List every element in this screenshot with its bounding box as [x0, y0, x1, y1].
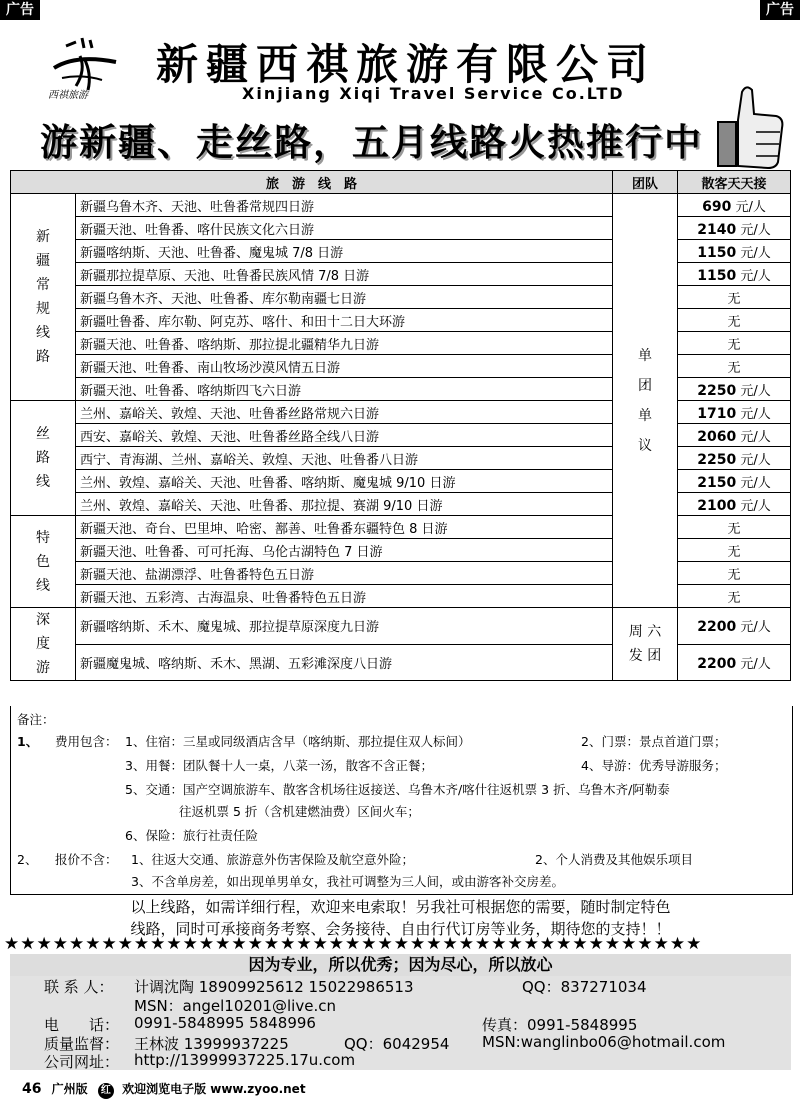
route-name: 西安、嘉峪关、敦煌、天池、吐鲁番丝路全线八日游: [76, 424, 613, 447]
contact-msn: MSN：angel10201@live.cn: [134, 997, 336, 1015]
routes-table: [10, 170, 791, 681]
notes-section: [10, 706, 793, 895]
note-number-1: 1、: [17, 734, 39, 749]
exclude-item-2: 2、个人消费及其他娱乐项目: [535, 852, 693, 867]
route-price: 1710 元/人: [678, 401, 791, 424]
star-divider: ★★★★★★★★★★★★★★★★★★★★★★★★★★★★★★★★★★★★★★★★★★★: [4, 934, 703, 954]
route-price: 2200 元/人: [678, 608, 791, 645]
quality-msn: MSN:wanglinbo06@hotmail.com: [482, 1033, 726, 1051]
info-line-2: 线路，同时可承接商务考察、会务接待、自由行代订房等业务，期待您的支持！！: [130, 920, 671, 938]
route-name: 新疆天池、吐鲁番、喀什民族文化六日游: [76, 217, 613, 240]
logo-text: 西祺旅游: [48, 90, 88, 101]
edition-badge: 红: [98, 1083, 114, 1099]
weekend-departure-note: 周 六 发 团: [613, 608, 678, 681]
route-name: 新疆天池、盐湖漂浮、吐鲁番特色五日游: [76, 562, 613, 585]
route-name: 新疆喀纳斯、禾木、魔鬼城、那拉提草原深度九日游: [76, 608, 613, 645]
route-price: 1150 元/人: [678, 240, 791, 263]
contact-box: [10, 976, 791, 1070]
quality-qq: QQ：6042954: [344, 1035, 450, 1053]
route-name: 西宁、青海湖、兰州、嘉峪关、敦煌、天池、吐鲁番八日游: [76, 447, 613, 470]
include-item-2: 2、门票：景点首道门票；: [581, 734, 727, 749]
include-item-5: 5、交通：国产空调旅游车、散客含机场往返接送、乌鲁木齐/喀什往返机票 3 折、乌鲁木齐/阿勒泰: [125, 782, 670, 797]
company-name: 新疆西祺旅游有限公司: [156, 40, 657, 89]
note-number-2: 2、: [17, 852, 38, 867]
exclude-item-1: 1、往返大交通、旅游意外伤害保险及航空意外险；: [131, 852, 414, 867]
route-name: 新疆天池、五彩湾、古海温泉、吐鲁番特色五日游: [76, 585, 613, 608]
category-label: 丝 路 线: [11, 401, 76, 516]
team-header: 团队: [613, 171, 678, 194]
route-price: 2140 元/人: [678, 217, 791, 240]
route-price: 2060 元/人: [678, 424, 791, 447]
thumbs-up-icon: [712, 84, 784, 170]
fee-exclude-label: 报价不含：: [55, 852, 118, 867]
route-price: 无: [678, 539, 791, 562]
route-price: 2100 元/人: [678, 493, 791, 516]
info-line-1: 以上线路，如需详细行程，欢迎来电索取！另我社可根据您的需要，随时制定特色: [130, 898, 671, 916]
route-name: 新疆乌鲁木齐、天池、吐鲁番、库尔勒南疆七日游: [76, 286, 613, 309]
motto: 因为专业，所以优秀；因为尽心，所以放心: [10, 954, 791, 976]
edition-label: 广州版: [51, 1082, 88, 1096]
website-link[interactable]: http://13999937225.17u.com: [134, 1051, 356, 1069]
headline-slogan: 游新疆、走丝路，五月线路火热推行中: [40, 121, 703, 164]
footer-slogan: 欢迎浏览电子版 www.zyoo.net: [122, 1082, 306, 1096]
contact-person: 计调沈陶 18909925612 15022986513: [134, 978, 414, 996]
route-header: 旅 游 线 路: [11, 171, 613, 194]
route-price: 2250 元/人: [678, 447, 791, 470]
route-price: 2250 元/人: [678, 378, 791, 401]
include-item-6: 6、保险：旅行社责任险: [125, 828, 258, 843]
route-name: 兰州、敦煌、嘉峪关、天池、吐鲁番、那拉提、赛湖 9/10 日游: [76, 493, 613, 516]
route-price: 无: [678, 286, 791, 309]
exclude-item-3: 3、不含单房差，如出现单男单女，我社可调整为三人间，或由游客补交房差。: [131, 874, 564, 889]
include-item-1: 1、住宿：三星或同级酒店含早（喀纳斯、那拉提住双人标间）: [125, 734, 471, 749]
ad-tag-right: 广告: [760, 0, 800, 20]
route-name: 新疆魔鬼城、喀纳斯、禾木、黑湖、五彩滩深度八日游: [76, 644, 613, 681]
route-price: 1150 元/人: [678, 263, 791, 286]
route-row: [11, 194, 791, 217]
route-price: 无: [678, 585, 791, 608]
table-header-row: [11, 171, 791, 194]
route-name: 新疆吐鲁番、库尔勒、阿克苏、喀什、和田十二日大环游: [76, 309, 613, 332]
route-price: 无: [678, 355, 791, 378]
route-name: 新疆喀纳斯、天池、吐鲁番、魔鬼城 7/8 日游: [76, 240, 613, 263]
route-name: 兰州、嘉峪关、敦煌、天池、吐鲁番丝路常规六日游: [76, 401, 613, 424]
route-price: 无: [678, 309, 791, 332]
notes-title: 备注：: [17, 712, 55, 727]
category-label: 深 度 游: [11, 608, 76, 681]
company-name-en: Xinjiang Xiqi Travel Service Co.LTD: [242, 84, 625, 103]
contact-person-label: 联 系 人：: [44, 978, 114, 996]
contact-qq: QQ：837271034: [522, 978, 647, 996]
route-name: 新疆天池、吐鲁番、南山牧场沙漠风情五日游: [76, 355, 613, 378]
page-number: 46: [22, 1081, 42, 1097]
fax-number: 传真：0991-5848995: [482, 1016, 638, 1034]
route-price: 2150 元/人: [678, 470, 791, 493]
quality-supervisor: 王林波 13999937225: [134, 1035, 289, 1053]
route-row: [11, 608, 791, 645]
include-item-4: 4、导游：优秀导游服务；: [581, 758, 727, 773]
phone-label: 电 话：: [44, 1016, 120, 1034]
phone-number: 0991-5848995 5848996: [134, 1014, 316, 1032]
include-item-3: 3、用餐：团队餐十人一桌，八菜一汤，散客不含正餐；: [125, 758, 433, 773]
route-name: 新疆天池、吐鲁番、喀纳斯、那拉提北疆精华九日游: [76, 332, 613, 355]
quality-label: 质量监督：: [44, 1035, 120, 1053]
price-header: 散客天天接: [678, 171, 791, 194]
route-name: 新疆乌鲁木齐、天池、吐鲁番常规四日游: [76, 194, 613, 217]
fee-include-label: 费用包含：: [55, 734, 118, 749]
team-note: 单 团 单 议: [613, 194, 678, 608]
route-price: 无: [678, 332, 791, 355]
route-price: 无: [678, 562, 791, 585]
route-name: 新疆那拉提草原、天池、吐鲁番民族风情 7/8 日游: [76, 263, 613, 286]
category-label: 新 疆 常 规 线 路: [11, 194, 76, 401]
route-name: 新疆天池、奇台、巴里坤、哈密、鄯善、吐鲁番东疆特色 8 日游: [76, 516, 613, 539]
route-price: 无: [678, 516, 791, 539]
route-price: 690 元/人: [678, 194, 791, 217]
ad-tag-left: 广告: [0, 0, 40, 20]
page-footer: [22, 1080, 306, 1099]
route-name: 新疆天池、吐鲁番、喀纳斯四飞六日游: [76, 378, 613, 401]
route-price: 2200 元/人: [678, 644, 791, 681]
route-name: 新疆天池、吐鲁番、可可托海、乌伦古湖特色 7 日游: [76, 539, 613, 562]
route-name: 兰州、敦煌、嘉峪关、天池、吐鲁番、喀纳斯、魔鬼城 9/10 日游: [76, 470, 613, 493]
category-label: 特 色 线: [11, 516, 76, 608]
website-label: 公司网址：: [44, 1053, 120, 1071]
include-item-5-cont: 往返机票 5 折（含机建燃油费）区间火车；: [179, 804, 420, 819]
